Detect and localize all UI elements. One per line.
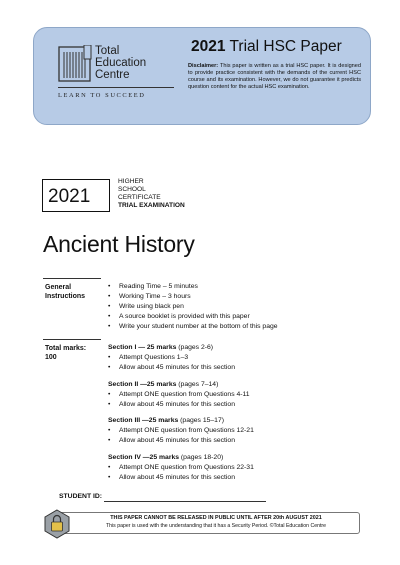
subject-title: Ancient History <box>43 231 195 257</box>
list-item: • Attempt ONE question from Questions 22-31 <box>108 463 254 473</box>
hsc-line: HIGHER <box>118 178 144 185</box>
disclaimer <box>188 63 361 91</box>
list-item: • Write using black pen <box>108 302 278 312</box>
list-item: • Working Time – 3 hours <box>108 292 278 302</box>
list-item: • Reading Time – 5 minutes <box>108 282 278 292</box>
section-title: Section I — 25 marks <box>108 344 177 351</box>
footer-security-notice: This paper is used with the understanding that it has a Security Period. ©Total Education Centre <box>105 523 327 529</box>
section-1 <box>108 343 235 373</box>
list-item: • A source booklet is provided with this paper <box>108 312 278 322</box>
footer-release-notice: THIS PAPER CANNOT BE RELEASED IN PUBLIC UNTIL AFTER 20th AUGUST 2021 <box>110 515 322 521</box>
list-item: • Allow about 45 minutes for this section <box>108 473 254 483</box>
section-heading <box>108 453 254 463</box>
header-banner <box>33 27 371 125</box>
marks-divider <box>43 339 101 340</box>
banner-title-year: 2021 <box>191 38 226 55</box>
section-heading <box>108 416 254 426</box>
list-item: • Allow about 45 minutes for this section <box>108 400 250 410</box>
student-id-field[interactable] <box>104 501 266 502</box>
section-pages: (pages 18-20) <box>180 454 224 461</box>
logo-word-education: Education <box>95 57 147 69</box>
general-instructions-label <box>45 283 100 301</box>
total-marks-value: 100 <box>45 354 57 361</box>
logo-tagline: LEARN TO SUCCEED <box>58 92 146 99</box>
security-lock-icon <box>43 509 71 539</box>
section-title: Section III —25 marks <box>108 417 179 424</box>
section-title: Section IV —25 marks <box>108 454 180 461</box>
section-pages: (pages 7–14) <box>178 381 219 388</box>
list-item: • Attempt ONE question from Questions 4-11 <box>108 390 250 400</box>
banner-title <box>191 38 342 56</box>
student-id-label: STUDENT ID: <box>59 493 103 500</box>
disclaimer-label: Disclaimer: <box>188 63 219 69</box>
section-title: Section II —25 marks <box>108 381 177 388</box>
hsc-line: CERTIFICATE <box>118 194 161 201</box>
general-label-line: General <box>45 284 72 291</box>
logo-word-centre: Centre <box>95 69 130 81</box>
tec-logo <box>58 45 176 115</box>
section-4 <box>108 453 254 483</box>
section-pages: (pages 2-6) <box>178 344 214 351</box>
banner-title-rest: Trial HSC Paper <box>229 38 342 55</box>
list-item: • Attempt Questions 1–3 <box>108 353 235 363</box>
section-pages: (pages 15–17) <box>180 417 224 424</box>
list-item: • Allow about 45 minutes for this section <box>108 363 235 373</box>
general-instructions-list <box>108 282 278 332</box>
general-divider <box>43 278 101 279</box>
hsc-line: SCHOOL <box>118 186 146 193</box>
hsc-label <box>118 178 185 210</box>
general-label-line: Instructions <box>45 293 86 300</box>
disclaimer-text: This paper is written as a trial HSC paper. It is designed to provide practice consistent with the demands of the current HSC course and its examination. However, we do not guarantee it predicts question content for the actual HSC examination. <box>188 63 362 91</box>
logo-divider <box>58 87 174 88</box>
section-heading <box>108 343 235 353</box>
section-3 <box>108 416 254 446</box>
list-item: • Write your student number at the bottom of this page <box>108 322 278 332</box>
logo-word-total: Total <box>95 45 120 57</box>
hsc-line-trial: TRIAL EXAMINATION <box>118 202 185 209</box>
list-item: • Attempt ONE question from Questions 12-21 <box>108 426 254 436</box>
total-marks-label <box>45 344 100 362</box>
exam-year: 2021 <box>48 186 91 207</box>
total-marks-label-line: Total marks: <box>45 345 87 352</box>
book-logo-icon <box>58 45 92 83</box>
list-item: • Allow about 45 minutes for this section <box>108 436 254 446</box>
section-2 <box>108 380 250 410</box>
section-heading <box>108 380 250 390</box>
